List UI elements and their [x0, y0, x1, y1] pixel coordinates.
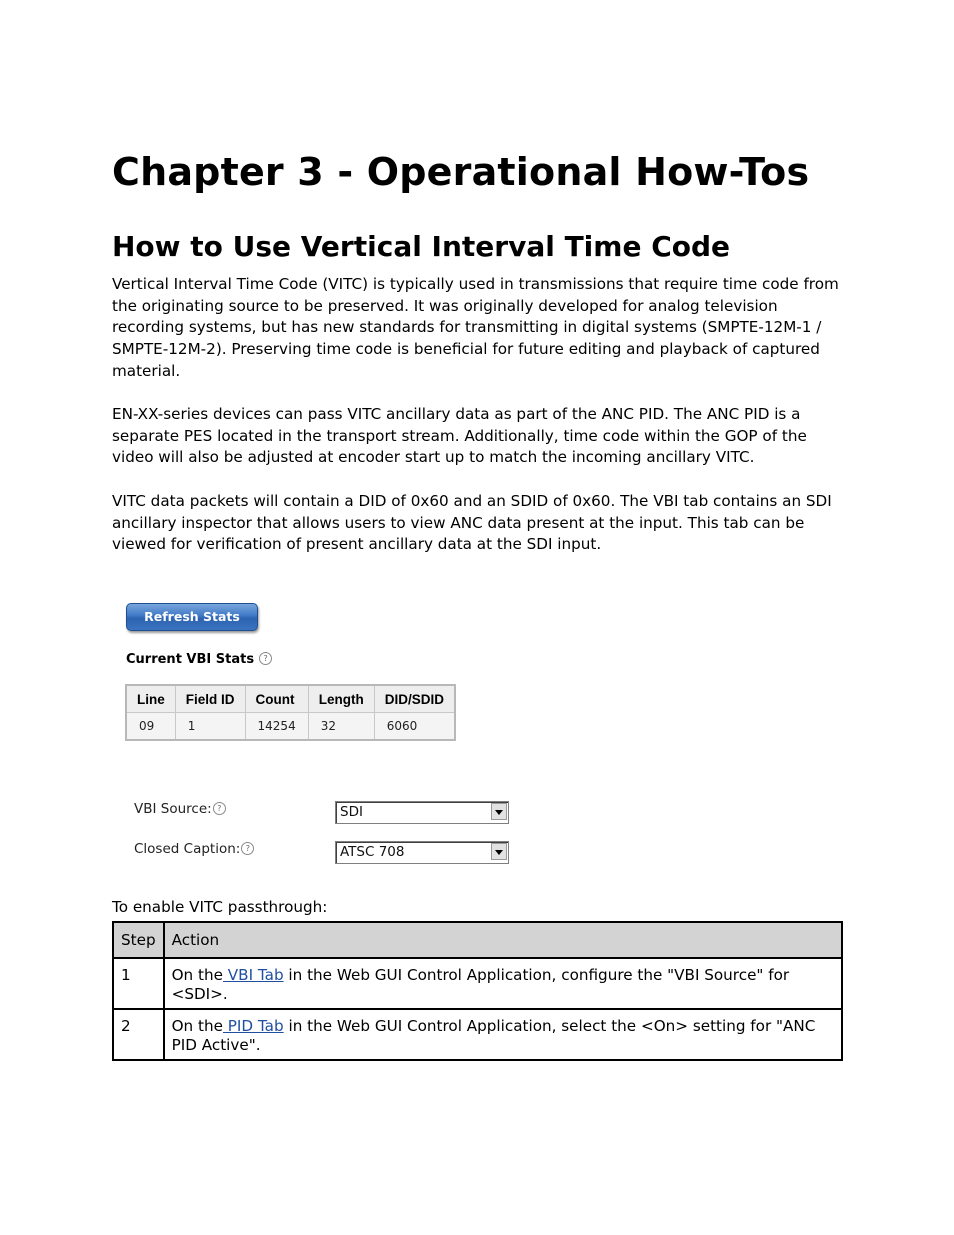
current-vbi-stats-heading [126, 652, 272, 667]
column-header-did-sdid: DID/SDID [374, 685, 455, 713]
closed-caption-select[interactable] [335, 841, 509, 864]
vbi-stats-table [125, 684, 456, 741]
step-action-suffix: in the Web GUI Control Application, select the <On> setting for "ANC PID Active". [171, 1017, 816, 1054]
step-action-prefix: On the [171, 1017, 223, 1035]
paragraph-anc-pid: EN-XX-series devices can pass VITC ancillary data as part of the ANC PID. The ANC PID is a separate PES located in the transport stream. Additionally, time code within the GOP of the video will also be adjusted at encoder start up to match the incoming ancillary VITC. [112, 405, 807, 467]
column-header-action: Action [164, 922, 842, 958]
step-number: 2 [113, 1009, 164, 1060]
cell-length: 32 [308, 713, 374, 741]
cell-line: 09 [126, 713, 175, 741]
steps-intro: To enable VITC passthrough: [112, 898, 328, 916]
column-header-length: Length [308, 685, 374, 713]
paragraph-vitc-packets: VITC data packets will contain a DID of 0x60 and an SDID of 0x60. The VBI tab contains an SDI ancillary inspector that allows users to view ANC data present at the input. This tab can be viewed for verification of present ancillary data at the SDI input. [112, 492, 832, 554]
vbi-tab-screenshot [124, 600, 544, 870]
pid-tab-link[interactable]: PID Tab [222, 1017, 284, 1035]
help-icon[interactable]: ? [213, 802, 226, 815]
vbi-source-value: SDI [340, 804, 363, 820]
cell-field-id: 1 [175, 713, 245, 741]
table-row [113, 1009, 842, 1060]
chevron-down-icon[interactable] [491, 803, 507, 820]
paragraph-vitc-intro: Vertical Interval Time Code (VITC) is typically used in transmissions that require time code from the originating source to be preserved. It was originally developed for analog television recording systems, but has new standards for transmitting in digital systems (SMPTE-12M-1 / SMPTE-12M-2). Preserving time code is beneficial for future editing and playback of captured material. [112, 275, 839, 380]
vbi-source-label: VBI Source: [134, 801, 212, 817]
step-action [164, 1009, 842, 1060]
table-row [113, 958, 842, 1009]
help-icon[interactable]: ? [241, 842, 254, 855]
steps-table [112, 921, 843, 1061]
closed-caption-label: Closed Caption: [134, 841, 241, 857]
step-action [164, 958, 842, 1009]
step-action-suffix: in the Web GUI Control Application, configure the "VBI Source" for <SDI>. [171, 966, 790, 1003]
closed-caption-field-label [134, 841, 254, 857]
column-header-field-id: Field ID [175, 685, 245, 713]
column-header-line: Line [126, 685, 175, 713]
chevron-down-icon[interactable] [491, 843, 507, 860]
closed-caption-value: ATSC 708 [340, 844, 405, 860]
column-header-step: Step [113, 922, 164, 958]
step-action-prefix: On the [171, 966, 223, 984]
vbi-source-select[interactable] [335, 801, 509, 824]
section-title: How to Use Vertical Interval Time Code [112, 230, 731, 263]
cell-count: 14254 [245, 713, 308, 741]
help-icon[interactable]: ? [259, 652, 272, 665]
refresh-stats-button[interactable]: Refresh Stats [126, 603, 258, 631]
vbi-tab-link[interactable]: VBI Tab [222, 966, 284, 984]
table-row [126, 713, 455, 741]
column-header-count: Count [245, 685, 308, 713]
chapter-title: Chapter 3 - Operational How-Tos [112, 150, 810, 194]
current-vbi-stats-label: Current VBI Stats [126, 652, 255, 667]
step-number: 1 [113, 958, 164, 1009]
steps-header-row [113, 922, 842, 958]
vbi-stats-header-row [126, 685, 455, 713]
cell-did-sdid: 6060 [374, 713, 455, 741]
vbi-source-field-label [134, 801, 226, 817]
